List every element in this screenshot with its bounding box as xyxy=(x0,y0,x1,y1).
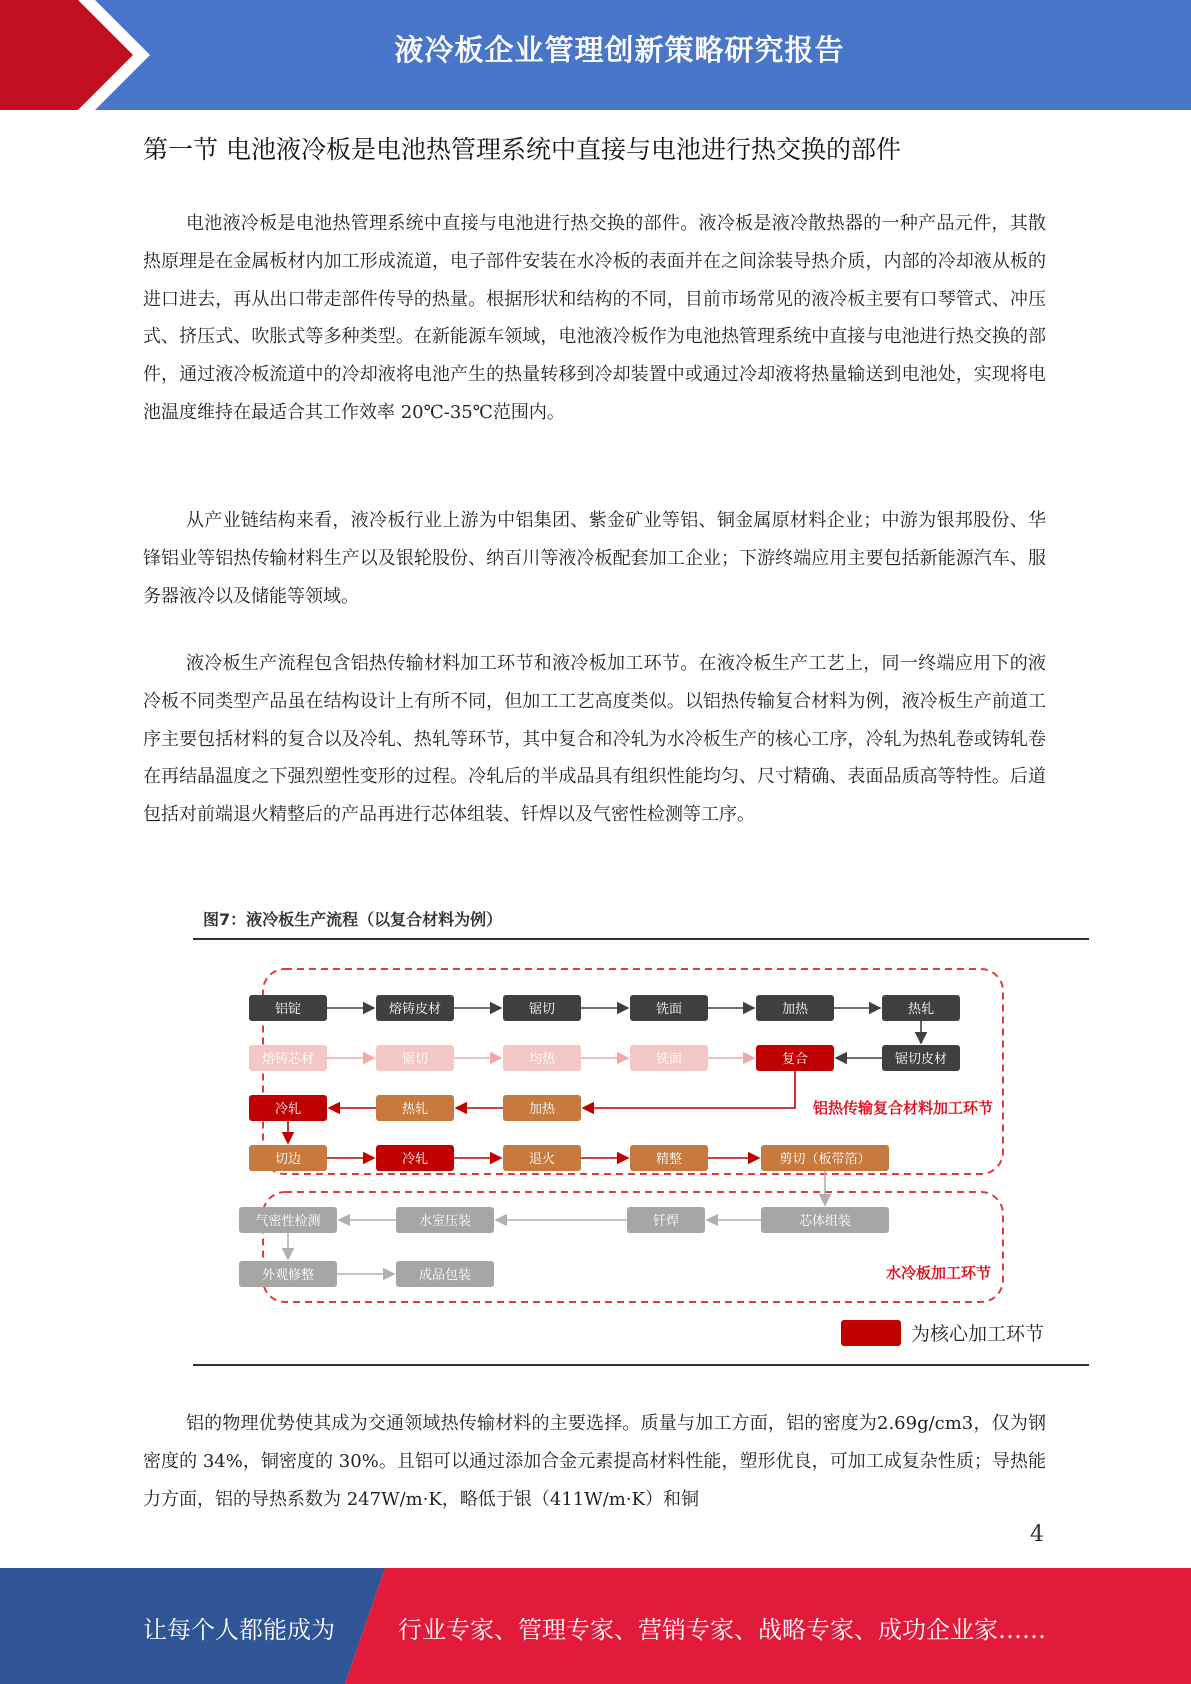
section-heading: 第一节 电池液冷板是电池热管理系统中直接与电池进行热交换的部件 xyxy=(143,135,901,164)
flow-node-label: 退火 xyxy=(528,1152,556,1167)
footer-slogan-left: 让每个人都能成为 xyxy=(143,1616,335,1644)
flow-node-label: 精整 xyxy=(655,1152,683,1167)
figure-bottom-rule xyxy=(193,1364,1089,1366)
flow-node-label: 热轧 xyxy=(907,1002,935,1017)
page-number: 4 xyxy=(1030,1522,1044,1547)
flow-node-label: 气密性检测 xyxy=(255,1214,321,1229)
page-footer xyxy=(0,1568,1191,1684)
flow-node-label: 铣面 xyxy=(655,1002,683,1017)
flow-node-label: 外观修整 xyxy=(261,1268,315,1283)
flow-node-label: 锯切 xyxy=(401,1052,429,1067)
paragraph: 液冷板生产流程包含铝热传输材料加工环节和液冷板加工环节。在液冷板生产工艺上，同一终端应用下的液冷板不同类型产品虽在结构设计上有所不同，但加工工艺高度类似。以铝热传输复合材料为例，液冷板生产前道工序主要包括材料的复合以及冷轧、热轧等环节，其中复合和冷轧为水冷板生产的核心工序，冷轧为热轧卷或铸轧卷在再结晶温度之下强烈塑性变形的过程。冷轧后的半成品具有组织性能均匀、尺寸精确、表面品质高等特性。后道包括对前端退火精整后的产品再进行芯体组装、钎焊以及气密性检测等工序。 xyxy=(143,653,1046,826)
paragraph: 电池液冷板是电池热管理系统中直接与电池进行热交换的部件。液冷板是液冷散热器的一种产品元件，其散热原理是在金属板材内加工形成流道，电子部件安装在水冷板的表面并在之间涂装导热介质，内部的冷却液从板的进口进去，再从出口带走部件传导的热量。根据形状和结构的不同，目前市场常见的液冷板主要有口琴管式、冲压式、挤压式、吹胀式等多种类型。在新能源车领域，电池液冷板作为电池热管理系统中直接与电池进行热交换的部件，通过液冷板流道中的冷却液将电池产生的热量转移到冷却装置中或通过冷却液将热量输送到电池处，实现将电池温度维持在最适合其工作效率 20℃-35℃范围内。 xyxy=(143,213,1046,423)
flow-node-label: 加热 xyxy=(528,1102,556,1117)
group-label-aluminum: 铝热传输复合材料加工环节 xyxy=(812,1099,993,1117)
flow-node-label: 切边 xyxy=(274,1152,302,1167)
flow-node-label: 熔铸皮材 xyxy=(388,1002,442,1017)
flow-node-label: 锯切皮材 xyxy=(894,1052,948,1067)
flow-node-label: 铣面 xyxy=(655,1052,683,1067)
group-label-waterplate: 水冷板加工环节 xyxy=(885,1264,991,1282)
flow-node-label: 冷轧 xyxy=(401,1152,429,1167)
flow-node-label: 加热 xyxy=(781,1002,809,1017)
flow-node-label: 水室压装 xyxy=(418,1214,472,1229)
flow-node-label: 复合 xyxy=(781,1052,809,1067)
page-header xyxy=(0,0,1191,110)
legend-swatch xyxy=(841,1320,901,1346)
figure-caption: 图7：液冷板生产流程（以复合材料为例） xyxy=(203,910,503,929)
flow-node-label: 剪切（板带箔） xyxy=(779,1152,871,1167)
flow-node-label: 成品包装 xyxy=(418,1268,472,1283)
flow-node-label: 钎焊 xyxy=(652,1214,680,1229)
paragraph: 从产业链结构来看，液冷板行业上游为中铝集团、紫金矿业等铝、铜金属原材料企业；中游为银邦股份、华锋铝业等铝热传输材料生产以及银轮股份、纳百川等液冷板配套加工企业；下游终端应用主要包括新能源汽车、服务器液冷以及储能等领域。 xyxy=(143,510,1046,607)
footer-slogan-right: 行业专家、管理专家、营销专家、战略专家、成功企业家…… xyxy=(398,1616,1046,1644)
flow-arrow xyxy=(583,1071,795,1108)
flow-node-label: 冷轧 xyxy=(274,1102,302,1117)
flow-node-label: 铝锭 xyxy=(274,1002,302,1017)
header-title: 液冷板企业管理创新策略研究报告 xyxy=(394,33,845,67)
flow-node-label: 均热 xyxy=(528,1052,556,1067)
legend-label: 为核心加工环节 xyxy=(911,1323,1045,1345)
flow-node-label: 锯切 xyxy=(528,1002,556,1017)
flow-node-label: 热轧 xyxy=(401,1102,429,1117)
flow-node-label: 熔铸芯材 xyxy=(261,1052,315,1067)
flow-diagram xyxy=(193,902,1089,1368)
flow-node-label: 芯体组装 xyxy=(798,1214,852,1229)
paragraph: 铝的物理优势使其成为交通领域热传输材料的主要选择。质量与加工方面，铝的密度为2.69g/cm3，仅为钢密度的 34%，铜密度的 30%。且铝可以通过添加合金元素提高材料性能，塑形优良，可加工成复杂性质；导热能力方面，铝的导热系数为 247W/m·K，略低于银（411W/m·K）和铜 xyxy=(143,1413,1046,1510)
figure-production-flow xyxy=(193,902,1089,1368)
